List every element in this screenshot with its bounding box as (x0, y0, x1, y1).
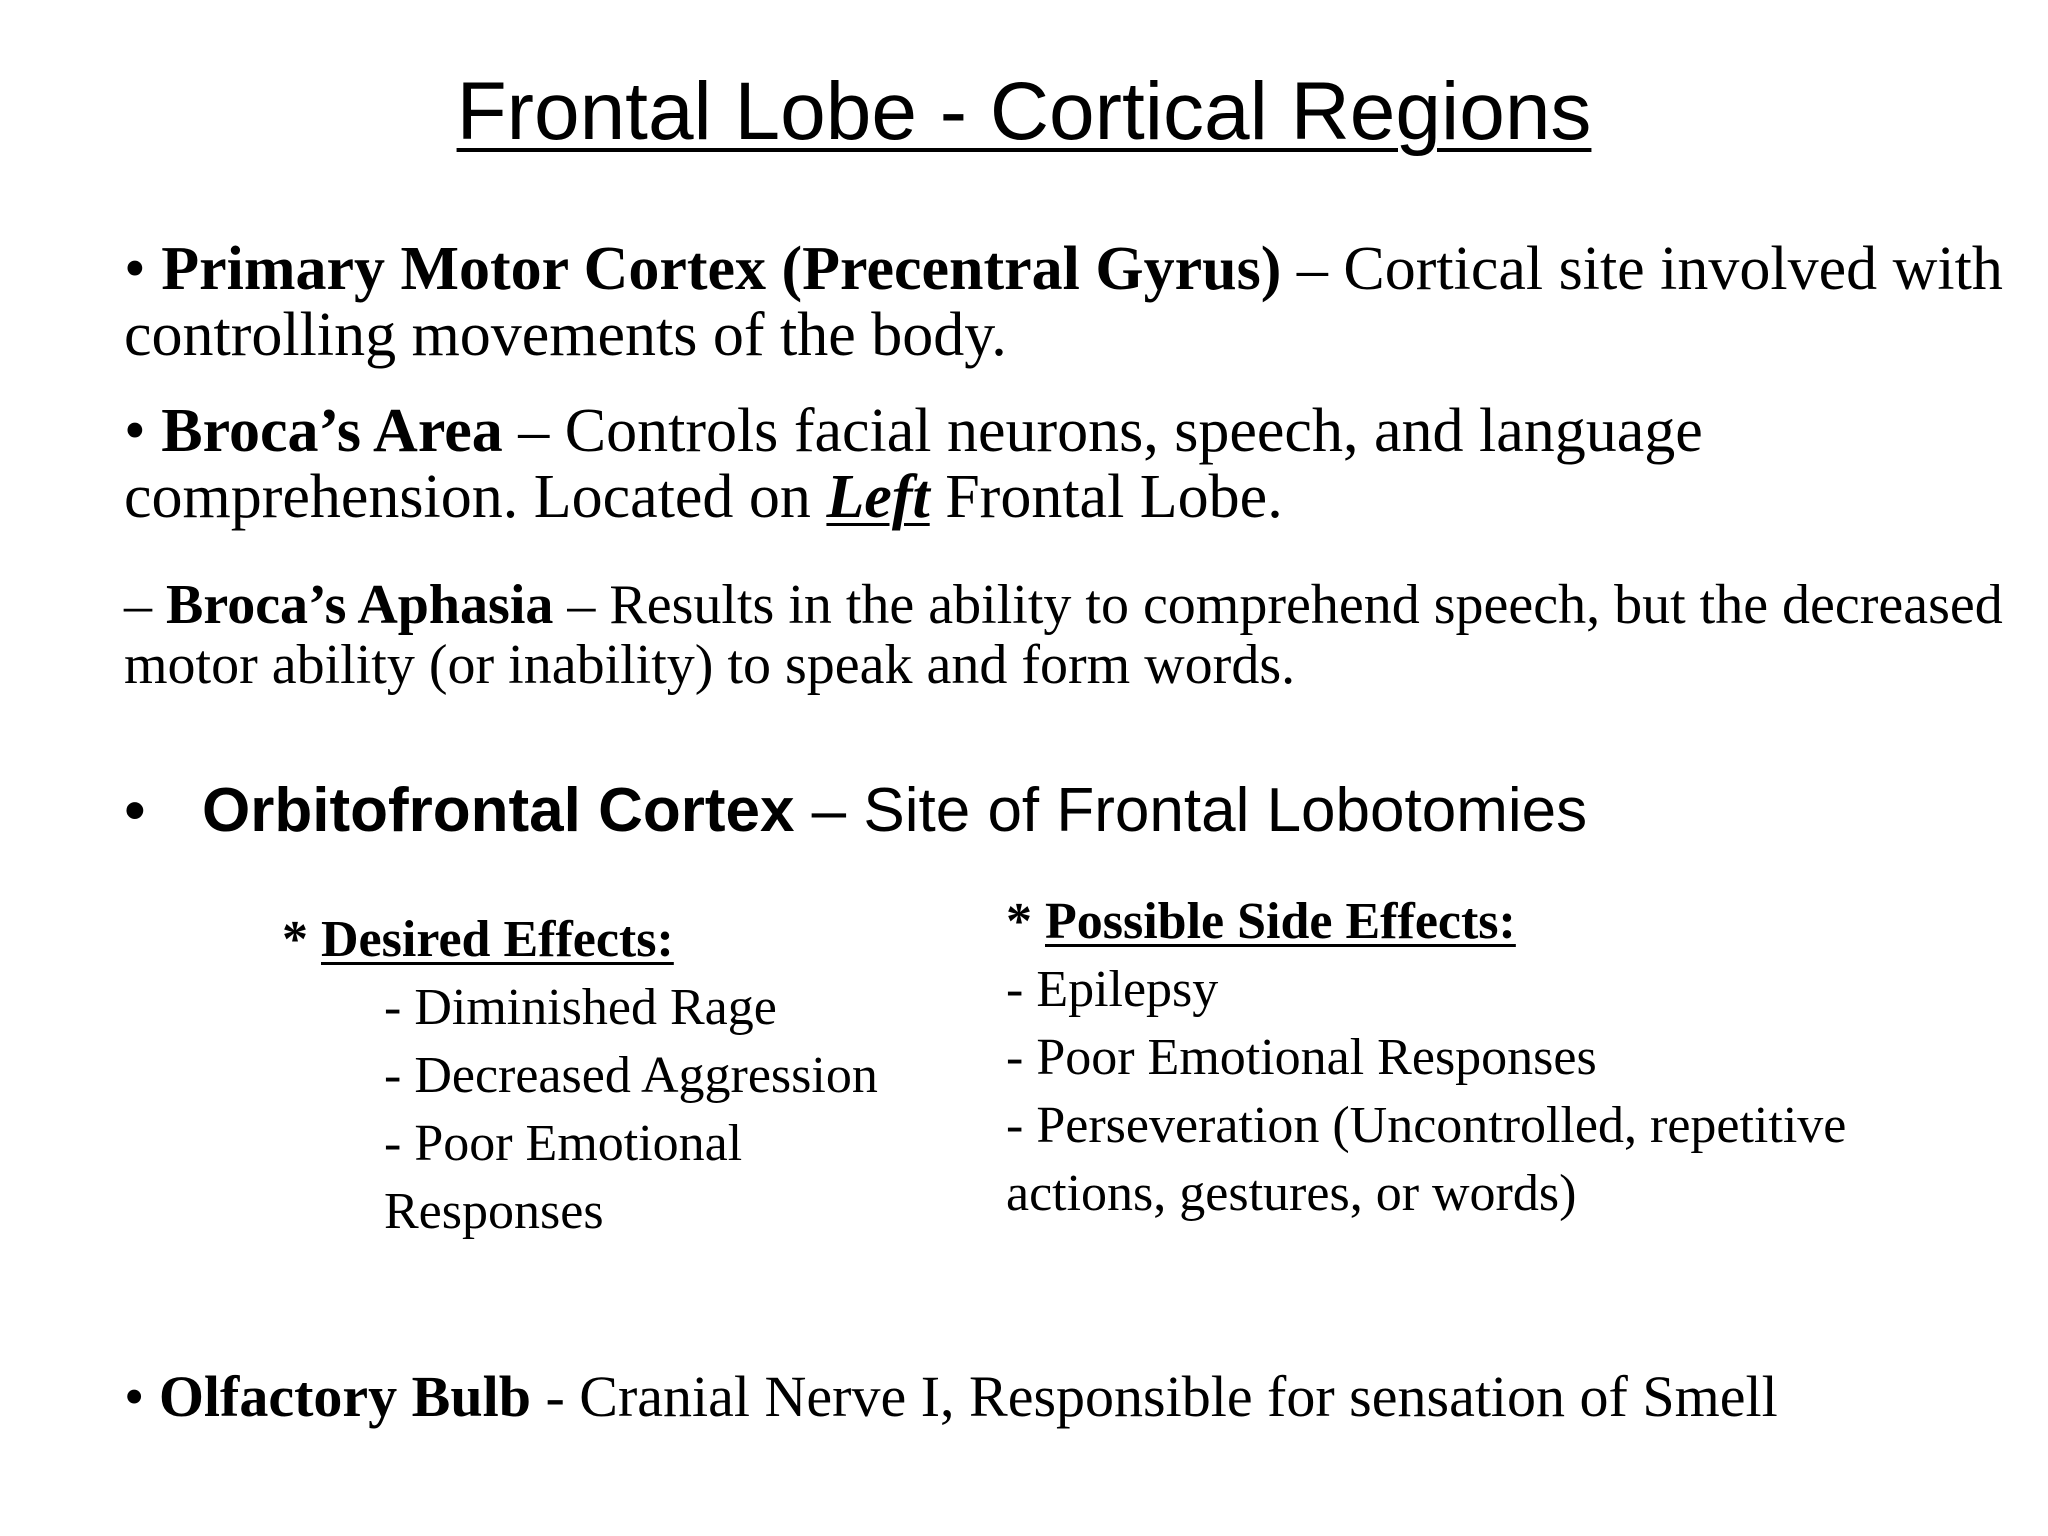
bullet-brocas-area (124, 398, 2004, 530)
olfactory-term: Olfactory Bulb (158, 1364, 531, 1429)
orbitofrontal-term: Orbitofrontal Cortex (202, 776, 795, 845)
desired-effects-heading-text: Desired Effects: (321, 911, 674, 968)
bullet-orbitofrontal-cortex (124, 776, 1587, 846)
primary-motor-term: Primary Motor Cortex (Precentral Gyrus) (161, 235, 1282, 303)
desired-effects-list (282, 906, 944, 1246)
list-item: - Epilepsy (1006, 961, 1219, 1018)
olfactory-desc: - Cranial Nerve I, Responsible for sensation of Smell (530, 1364, 1778, 1429)
brocas-area-desc: – Controls facial neurons, speech, and language comprehension. Located on (124, 397, 1703, 531)
bullet-olfactory-bulb (124, 1362, 2024, 1432)
side-effects-heading (1006, 888, 2006, 956)
bullet-marker: • (124, 1364, 145, 1429)
side-effects-prefix: * (1006, 893, 1045, 950)
bullet-marker: • (124, 235, 146, 303)
list-item: - Poor Emotional Responses (1006, 1029, 1597, 1086)
list-item: - Decreased Aggression (384, 1047, 878, 1104)
desired-effects-items (282, 974, 944, 1246)
primary-motor-desc: – Cortical site involved with controlling movements of the body. (124, 235, 2003, 369)
bullet-primary-motor-cortex (124, 236, 2004, 368)
bullet-marker: • (124, 776, 146, 845)
brocas-area-term: Broca’s Area (161, 397, 503, 465)
slide-title-text: Frontal Lobe - Cortical Regions (456, 66, 1592, 157)
left-emphasis: Left (826, 463, 930, 531)
desired-effects-prefix: * (282, 911, 321, 968)
brocas-aphasia-term: Broca’s Aphasia (166, 574, 554, 636)
aphasia-dash: – (124, 574, 166, 636)
slide-title (0, 62, 2048, 162)
bullet-marker: • (124, 397, 146, 465)
side-effects-list (1006, 888, 2006, 1228)
desired-effects-heading (282, 906, 944, 974)
list-item: - Poor Emotional Responses (384, 1115, 743, 1240)
brocas-aphasia-desc: – Results in the ability to comprehend speech, but the decreased motor ability (or inability) to speak and form words. (124, 574, 2003, 696)
list-item: - Diminished Rage (384, 979, 777, 1036)
orbitofrontal-desc: – Site of Frontal Lobotomies (794, 776, 1588, 845)
list-item: - Perseveration (Uncontrolled, repetitive actions, gestures, or words) (1006, 1097, 1847, 1222)
brocas-area-desc-end: Frontal Lobe. (929, 463, 1283, 531)
side-effects-heading-text: Possible Side Effects: (1045, 893, 1516, 950)
sub-brocas-aphasia (124, 575, 2004, 695)
